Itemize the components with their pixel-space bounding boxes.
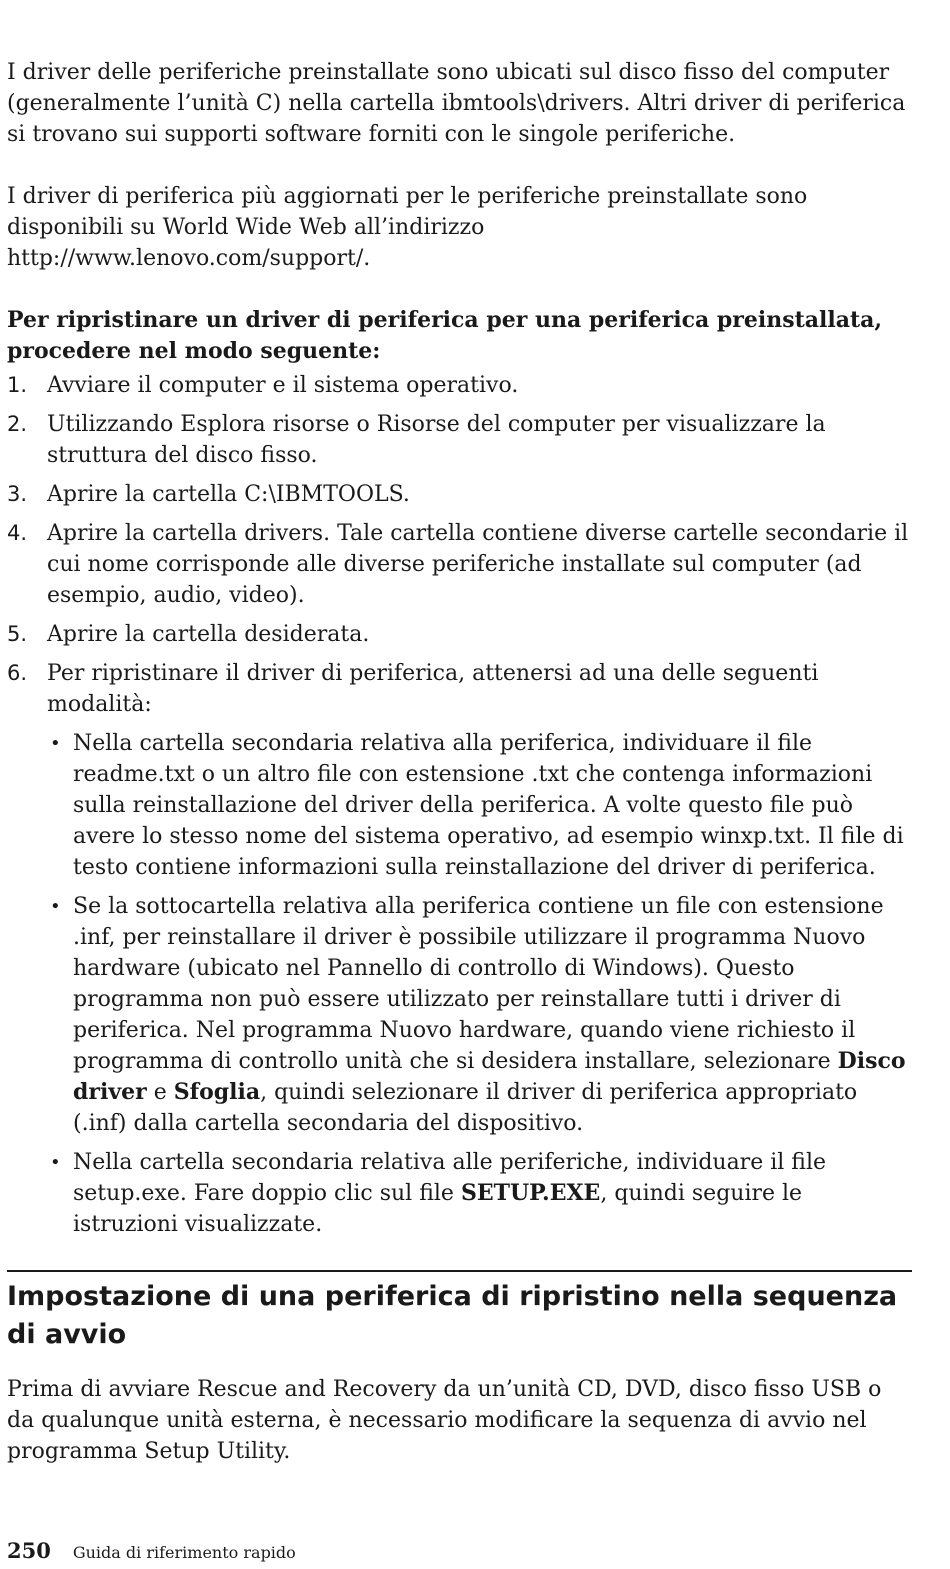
intro-paragraph-drivers-location: I driver delle periferiche preinstallate sono ubicati sul disco fisso del computer (generalmente l’unità C) nella cartella ibmtools\drivers. Altri driver di periferica si trovano sui supporti software forniti con le singole periferiche. <box>7 60 906 147</box>
procedure-heading <box>7 305 912 367</box>
procedure-heading-line1: Per ripristinare un driver di periferica per una periferica preinstallata, <box>7 307 883 333</box>
ui-term-disco-driver: Disco driver <box>73 1048 906 1105</box>
option-text-part: Se la sottocartella relativa alla periferica contiene un file con estensione .inf, per reinstallare il driver è possibile utilizzare il programma Nuovo hardware (ubicato nel Pannello di controllo di Windows). Questo programma non può essere utilizzato per reinstallare tutti i driver di periferica. Nel programma Nuovo hardware, quando viene richiesto il programma di controllo unità che si desidera installare, selezionare <box>73 894 884 1074</box>
step-text: Aprire la cartella drivers. Tale cartella contiene diverse cartelle secondarie il cui nome corrisponde alle diverse periferiche installate sul computer (ad esempio, audio, video). <box>47 521 909 608</box>
step-item <box>7 370 912 401</box>
step-number: 4. <box>7 521 28 545</box>
page-number: 250 <box>7 1538 51 1563</box>
step-text: Avviare il computer e il sistema operativo. <box>47 373 519 398</box>
step-text: Aprire la cartella desiderata. <box>47 622 370 647</box>
option-text <box>73 1150 826 1237</box>
page-footer <box>7 1538 296 1568</box>
step-item <box>7 518 912 611</box>
option-text: Nella cartella secondaria relativa alla periferica, individuare il file readme.txt o un altro file con estensione .txt che contenga informazioni sulla reinstallazione del driver della periferica. A volte questo file può avere lo stesso nome del sistema operativo, ad esempio winxp.txt. Il file di testo contiene informazioni sulla reinstallazione del driver di periferica. <box>73 731 904 880</box>
step-item <box>7 619 912 650</box>
option-text <box>73 894 906 1136</box>
step-item <box>7 409 912 471</box>
step-text: Utilizzando Esplora risorse o Risorse del computer per visualizzare la struttura del disco fisso. <box>47 412 826 468</box>
page-content <box>7 57 912 1467</box>
option-text-part: , quindi seguire le istruzioni visualizzate. <box>73 1181 803 1237</box>
support-url-link[interactable]: http://www.lenovo.com/support/. <box>7 246 371 271</box>
intro-paragraph-updated-drivers <box>7 181 912 274</box>
option-text-part: e <box>146 1080 174 1105</box>
footer-book-title: Guida di riferimento rapido <box>72 1543 296 1562</box>
bullet-icon: • <box>50 1152 61 1173</box>
step-number: 6. <box>7 661 28 685</box>
option-text-part: Nella cartella secondaria relativa alle periferiche, individuare il file setup.exe. Fare doppio clic sul file <box>73 1150 827 1206</box>
option-text-part: , quindi selezionare il driver di periferica appropriato (.inf) dalla cartella secondaria del dispositivo. <box>73 1080 858 1136</box>
section-body-paragraph: Prima di avviare Rescue and Recovery da un’unità CD, DVD, disco fisso USB o da qualunque unità esterna, è necessario modificare la sequenza di avvio nel programma Setup Utility. <box>7 1377 882 1464</box>
option-item-readme <box>47 728 912 883</box>
step-text: Per ripristinare il driver di periferica, attenersi ad una delle seguenti modalità: <box>47 661 819 717</box>
procedure-heading-line2: procedere nel modo seguente: <box>7 338 381 364</box>
step-number: 1. <box>7 373 28 397</box>
step-number: 2. <box>7 412 28 436</box>
bullet-icon: • <box>50 733 61 754</box>
step-number: 3. <box>7 482 28 506</box>
bullet-icon: • <box>50 896 61 917</box>
step-number: 5. <box>7 622 28 646</box>
step-item <box>7 479 912 510</box>
ui-term-sfoglia: Sfoglia <box>173 1079 261 1105</box>
section-title: Impostazione di una periferica di ripristino nella sequenza di avvio <box>7 1281 898 1350</box>
file-name-setup-exe: SETUP.EXE <box>460 1180 601 1206</box>
procedure-steps-list <box>7 370 912 1240</box>
step-text: Aprire la cartella C:\IBMTOOLS. <box>47 482 410 507</box>
step-item <box>7 658 912 1240</box>
step-6-options-list <box>47 728 912 1240</box>
option-item-inf <box>47 891 912 1139</box>
option-item-setup <box>47 1147 912 1240</box>
updated-drivers-text: I driver di periferica più aggiornati per le periferiche preinstallate sono disponibili su World Wide Web all’indirizzo <box>7 184 808 240</box>
